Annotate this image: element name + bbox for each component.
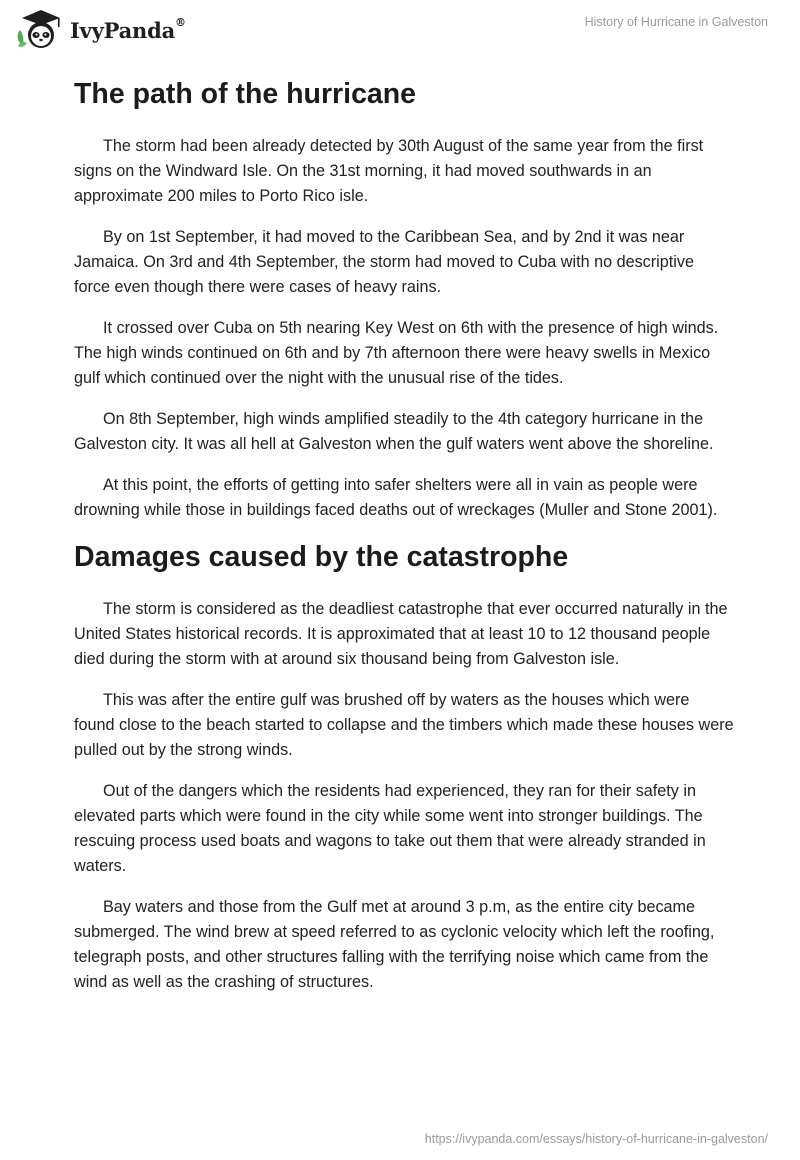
section-heading-damages: Damages caused by the catastrophe xyxy=(74,541,569,573)
page-header xyxy=(0,0,800,60)
ivypanda-logo[interactable] xyxy=(14,8,186,52)
paragraph: The storm is considered as the deadliest catastrophe that ever occurred naturally in the United States historical records. It is approximated that at least 10 to 12 thousand people died during the storm with at around six thousand being from Galveston isle. xyxy=(74,600,728,668)
paragraph: This was after the entire gulf was brushed off by waters as the houses which were found close to the beach started to collapse and the timbers which made these houses were pulled out by the strong winds. xyxy=(74,691,734,759)
essay-content xyxy=(74,70,734,995)
paragraph: On 8th September, high winds amplified steadily to the 4th category hurricane in the Galveston city. It was all hell at Galveston when the gulf waters went above the shoreline. xyxy=(74,410,714,453)
paragraph: At this point, the efforts of getting into safer shelters were all in vain as people were drowning while those in buildings faced deaths out of wreckages (Muller and Stone 2001). xyxy=(74,476,718,519)
paragraph: It crossed over Cuba on 5th nearing Key West on 6th with the presence of high winds. The high winds continued on 6th and by 7th afternoon there were heavy swells in Mexico gulf which continued over the night with the unusual rise of the tides. xyxy=(74,319,719,387)
brand-name: IvyPanda® xyxy=(70,15,186,43)
paragraph: Out of the dangers which the residents had experienced, they ran for their safety in elevated parts which were found in the city while some went into stronger buildings. The rescuing process used boats and wagons to take out them that were already stranded in waters. xyxy=(74,782,706,875)
registered-mark: ® xyxy=(175,15,186,29)
section-heading-path: The path of the hurricane xyxy=(74,78,417,110)
paragraph: By on 1st September, it had moved to the Caribbean Sea, and by 2nd it was near Jamaica. On 3rd and 4th September, the storm had moved to Cuba with no descriptive force even though there were cases of heavy rains. xyxy=(74,228,694,296)
paragraph: Bay waters and those from the Gulf met at around 3 p.m, as the entire city became submerged. The wind brew at speed referred to as cyclonic velocity which left the roofing, telegraph posts, and other structures falling with the terrifying noise which came from the wind as well as the crashing of structures. xyxy=(74,898,715,991)
document-title: History of Hurricane in Galveston xyxy=(584,15,768,29)
source-url-link[interactable]: https://ivypanda.com/essays/history-of-hurricane-in-galveston/ xyxy=(424,1132,768,1146)
paragraph: The storm had been already detected by 30th August of the same year from the first signs on the Windward Isle. On the 31st morning, it had moved southwards in an approximate 200 miles to Porto Rico isle. xyxy=(74,137,704,205)
panda-graduate-logo-icon xyxy=(14,8,66,52)
